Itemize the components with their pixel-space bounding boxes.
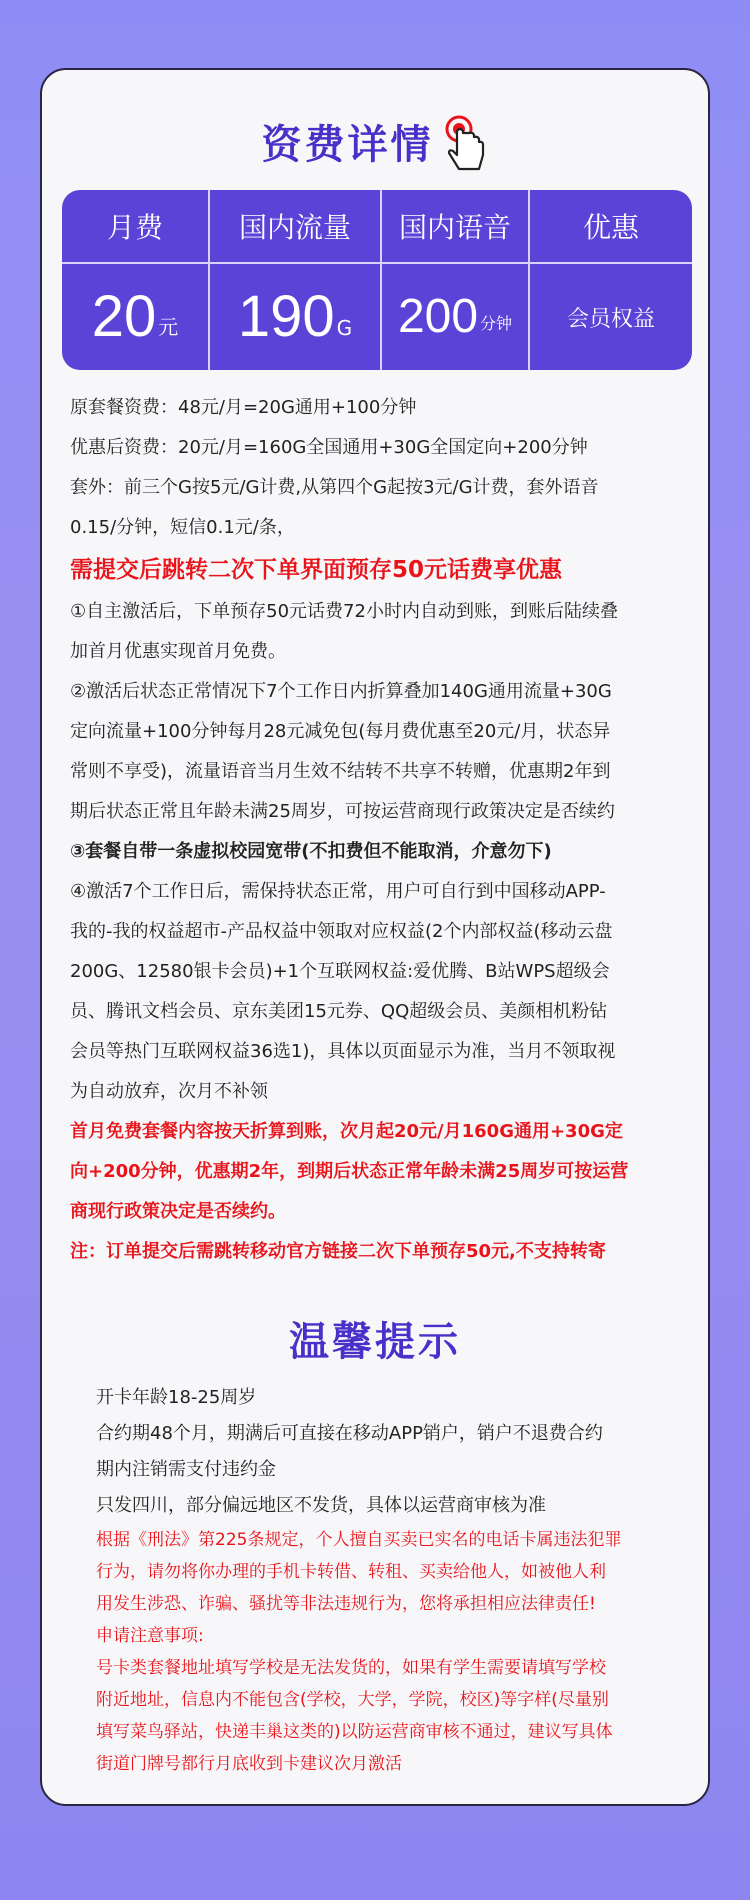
header-discount: 优惠 bbox=[582, 211, 639, 244]
item1-line: 加首月优惠实现首月免费。 bbox=[70, 641, 286, 662]
fee-table bbox=[62, 190, 692, 370]
voice-unit: 分钟 bbox=[480, 314, 513, 333]
header bbox=[42, 110, 708, 180]
item2-line: 期后状态正常且年龄未满25周岁，可按运营商现行政策决定是否续约 bbox=[70, 801, 615, 822]
red-summary-line: 向+200分钟，优惠期2年，到期后状态正常年龄未满25周岁可按运营 bbox=[70, 1161, 629, 1182]
highlight-notice: 需提交后跳转二次下单界面预存50元话费享优惠 bbox=[70, 557, 563, 583]
fee-table-header bbox=[62, 190, 692, 262]
item2-line: 定向流量+100分钟每月28元减免包(每月费优惠至20元/月，状态异 bbox=[70, 721, 611, 742]
data-value: 190 bbox=[237, 284, 335, 349]
page-title: 资费详情 bbox=[261, 122, 434, 168]
overage-line: 套外：前三个G按5元/G计费,从第四个G起按3元/G计费，套外语音 bbox=[70, 477, 599, 498]
details-card bbox=[40, 68, 710, 1806]
pointer-hand-icon bbox=[443, 115, 489, 175]
overage-line: 0.15/分钟，短信0.1元/条， bbox=[70, 517, 295, 538]
notice-line: 号卡类套餐地址填写学校是无法发货的，如果有学生需要请填写学校 bbox=[96, 1658, 606, 1678]
order-note: 注：订单提交后需跳转移动官方链接二次下单预存50元,不支持转寄 bbox=[70, 1241, 606, 1262]
law-line: 根据《刑法》第225条规定，个人擅自买卖已实名的电话卡属违法犯罪 bbox=[96, 1530, 622, 1550]
benefit-cell: 会员权益 bbox=[566, 306, 655, 332]
item4-line: ④激活7个工作日后，需保持状态正常，用户可自行到中国移动APP- bbox=[70, 881, 606, 902]
original-fee: 原套餐资费：48元/月=20G通用+100分钟 bbox=[70, 397, 417, 418]
data-unit: G bbox=[336, 316, 353, 340]
tips-section bbox=[96, 1380, 686, 1780]
discounted-fee: 优惠后资费：20元/月=160G全国通用+30G全国定向+200分钟 bbox=[70, 437, 588, 458]
tip-age: 开卡年龄18-25周岁 bbox=[96, 1387, 257, 1408]
item2-line: ②激活后状态正常情况下7个工作日内折算叠加140G通用流量+30G bbox=[70, 681, 612, 702]
tip-contract: 合约期48个月，期满后可直接在移动APP销户，销户不退费合约 bbox=[96, 1423, 603, 1444]
data-cell bbox=[210, 264, 380, 370]
item4-line: 员、腾讯文档会员、京东美团15元券、QQ超级会员、美颜相机粉钻 bbox=[70, 1001, 608, 1022]
red-summary-line: 商现行政策决定是否续约。 bbox=[70, 1201, 286, 1222]
tips-title: 温馨提示 bbox=[289, 1319, 461, 1365]
item4-line: 会员等热门互联网权益36选1)，具体以页面显示为准，当月不领取视 bbox=[70, 1041, 616, 1062]
law-line: 行为，请勿将你办理的手机卡转借、转租、买卖给他人，如被他人利 bbox=[96, 1562, 606, 1582]
fee-details bbox=[70, 388, 690, 1272]
fee-table-values bbox=[62, 264, 692, 370]
monthly-fee-cell bbox=[62, 264, 208, 370]
tip-area: 只发四川，部分偏远地区不发货，具体以运营商审核为准 bbox=[96, 1495, 546, 1516]
monthly-fee-unit: 元 bbox=[158, 315, 179, 339]
item1-line: ①自主激活后，下单预存50元话费72小时内自动到账，到账后陆续叠 bbox=[70, 601, 618, 622]
notice-line: 附近地址，信息内不能包含(学校，大学，学院，校区)等字样(尽量别 bbox=[96, 1690, 609, 1710]
header-monthly-fee: 月费 bbox=[106, 211, 163, 244]
voice-cell bbox=[382, 264, 528, 370]
item4-line: 200G、12580银卡会员)+1个互联网权益:爱优腾、B站WPS超级会 bbox=[70, 961, 610, 982]
item4-line: 为自动放弃，次月不补领 bbox=[70, 1081, 268, 1102]
header-domestic-data: 国内流量 bbox=[238, 211, 351, 244]
voice-value: 200 bbox=[397, 290, 479, 343]
item4-line: 我的-我的权益超市-产品权益中领取对应权益(2个内部权益(移动云盘 bbox=[70, 921, 613, 942]
item2-line: 常则不享受)，流量语音当月生效不结转不共享不转赠，优惠期2年到 bbox=[70, 761, 611, 782]
law-line: 用发生涉恐、诈骗、骚扰等非法违规行为，您将承担相应法律责任! bbox=[96, 1594, 596, 1614]
notice-title: 申请注意事项: bbox=[96, 1626, 204, 1646]
monthly-fee-value: 20 bbox=[91, 284, 157, 349]
notice-line: 填写菜鸟驿站，快递丰巢这类的)以防运营商审核不通过，建议写具体 bbox=[96, 1722, 613, 1742]
tip-contract: 期内注销需支付违约金 bbox=[96, 1459, 276, 1480]
red-summary-line: 首月免费套餐内容按天折算到账，次月起20元/月160G通用+30G定 bbox=[70, 1121, 623, 1142]
notice-line: 街道门牌号都行月底收到卡建议次月激活 bbox=[96, 1754, 402, 1774]
item3-line: ③套餐自带一条虚拟校园宽带(不扣费但不能取消，介意勿下) bbox=[70, 841, 552, 862]
header-domestic-voice: 国内语音 bbox=[398, 211, 511, 244]
